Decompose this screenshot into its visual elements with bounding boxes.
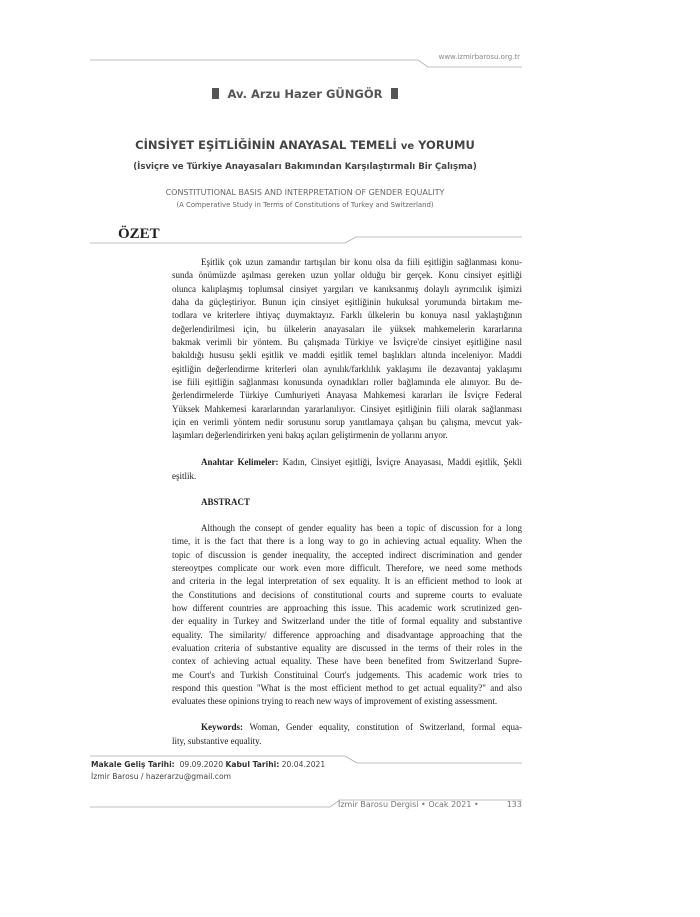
received-label: Makale Geliş Tarihi: xyxy=(91,760,175,769)
ozet-heading: ÖZET xyxy=(118,226,160,242)
paragraph-line: how different countries are approaching this issue. This academic work scrutinized gen- xyxy=(172,603,522,614)
author-text: Av. Arzu Hazer GÜNGÖR xyxy=(227,87,383,101)
paragraph-line: laşımları değerlendirirken yeni bakış açıları geliştirmenin de yollarını arıyor. xyxy=(172,430,448,441)
author-name xyxy=(0,87,610,101)
paragraph-line: olunca kalıplaşmış toplumsal cinsiyet yargıları ve kanıksanmış dolaylı ayrımcılık işimizi xyxy=(172,283,522,294)
accepted-date: 20.04.2021 xyxy=(281,760,326,769)
author-right-block xyxy=(391,88,398,99)
title-main: CİNSİYET EŞİTLİĞİNİN ANAYASAL TEMELİ xyxy=(135,138,397,152)
abstract-heading: ABSTRACT xyxy=(201,497,251,507)
keywords-text-cont: lity, substantive equality. xyxy=(172,735,262,746)
journal-name: İzmir Barosu Dergisi • Ocak 2021 • xyxy=(338,800,479,809)
paragraph-line: eşitliğin değerlendirme kriterleri olan aynılık/farklılık yaklaşımı ile dezavantaj yaklaşımı xyxy=(172,363,522,374)
keywords-text: Kadın, Cinsiyet eşitliği, İsviçre Anayasası, Maddi eşitlik, Şekli xyxy=(282,457,522,467)
paragraph-line: evaluation criteria of substantive equality are discussed in the terms of their roles in the xyxy=(172,643,522,654)
paragraph-line: Yüksek Mahkemesi kararlarından yararlanılıyor. Cinsiyet eşitliğinin fiili olarak sağlanması xyxy=(172,403,522,414)
author-left-block xyxy=(212,88,219,99)
paragraph-line: bakıldığı hususu şekli eşitlik ve maddi eşitlik temel başlıkları altında inceleniyor. Maddi xyxy=(172,350,522,361)
paragraph-line: respond this question "What is the most efficient method to get actual equality?" and also xyxy=(172,683,522,694)
title-ve: ve xyxy=(400,141,415,152)
journal-url: www.izmirbarosu.org.tr xyxy=(438,53,520,61)
page-number: 133 xyxy=(506,800,522,809)
article-title xyxy=(0,138,610,152)
accepted-label: Kabul Tarihi: xyxy=(225,760,280,769)
page-footer xyxy=(338,800,522,809)
keywords-text-cont: eşitlik. xyxy=(172,470,197,481)
paragraph-line: the Constitutions and decisions of constitutional courts and supreme courts to evaluate xyxy=(172,589,522,600)
paragraph-line: değerlendirilmesi için, bu ülkelerin anayasaları ile yüksek mahkemelerin kararlarına xyxy=(172,323,522,334)
article-meta xyxy=(91,759,325,783)
title-end: YORUMU xyxy=(418,138,475,152)
paragraph-line: ise fiili eşitliğin sağlanması konusunda oynadıkları roller bağlamında ele alınıyor. Bu de- xyxy=(172,377,522,388)
paragraph-line: contex of achieving actual equality. These have been benefited from Switzerland Supre- xyxy=(172,656,522,667)
paragraph-line: ğerlendirmelerde Türkiye Cumhuriyeti Anayasa Mahkemesi kararları ile İsviçre Federal xyxy=(172,390,522,401)
article-subtitle: (İsviçre ve Türkiye Anayasaları Bakımından Karşılaştırmalı Bir Çalışma) xyxy=(133,162,477,172)
author-affiliation: İzmir Barosu / hazerarzu@gmail.com xyxy=(91,772,232,781)
keywords-text: Woman, Gender equality, constitution of Switzerland, formal equa- xyxy=(249,722,522,732)
ozet-keywords xyxy=(172,456,522,483)
paragraph-line: evaluates these opinions trying to reach new ways of improvement of existing assessment. xyxy=(172,696,498,707)
paragraph-line: bakmak verimli bir yöntem. Bu çalışmada Türkiye ve İsviçre'de cinsiyet eşitliğine nasıl xyxy=(172,337,522,348)
abstract-keywords xyxy=(172,721,522,748)
paragraph-line: der equality in Turkey and Switzerland under the title of formal equality and substantive xyxy=(172,616,522,627)
abstract-paragraph xyxy=(172,522,522,709)
paragraph-line: Eşitlik çok uzun zamandır tartışılan bir konu olsa da fiili eşitliğin sağlanması konu- xyxy=(201,257,522,267)
ozet-paragraph xyxy=(172,256,522,443)
paragraph-line: time, it is the fact that there is a long way to go in achieving actual equality. When the xyxy=(172,536,522,547)
english-title: CONSTITUTIONAL BASIS AND INTERPRETATION OF GENDER EQUALITY xyxy=(165,188,445,197)
paragraph-line: stereoytpes complicate our work even more difficult. Therefore, we need some methods xyxy=(172,563,522,574)
keywords-label: Anahtar Kelimeler: xyxy=(201,457,279,467)
received-date: 09.09.2020 xyxy=(179,760,224,769)
english-subtitle: (A Comperative Study in Terms of Constitutions of Turkey and Switzerland) xyxy=(176,201,434,209)
paragraph-line: me Court's and Turkish Constituinal Court's judgements. This academic work tries to xyxy=(172,669,522,680)
paragraph-line: topic of discussion is gender inequality, the accepted indirect discrimination and gender xyxy=(172,549,522,560)
paragraph-line: Although the consept of gender equality has been a topic of discussion for a long xyxy=(201,523,522,533)
keywords-label: Keywords: xyxy=(201,722,243,732)
paragraph-line: sunda önümüzde aşılması gereken uzun yollar olduğu bir gerçek. Konu cinsiyet eşitliği xyxy=(172,270,522,281)
header-rule xyxy=(90,60,522,67)
paragraph-line: equality. The similarity/ difference approaching and disadvantage approaching that the xyxy=(172,629,522,640)
paragraph-line: todlara ve kriterlere ihtiyaç duymaktayız. Farklı ülkelerin bu konuya nasıl yaklaştığının xyxy=(172,310,522,321)
paragraph-line: daha da güçleştiriyor. Bunun için cinsiyet eşitliğinin hukuksal yorumunda birtakım me- xyxy=(172,297,522,308)
paragraph-line: and criteria in the legal interpretation of sex equality. It is an efficient method to look at xyxy=(172,576,522,587)
paragraph-line: için en verimli yöntem nedir sorusunu sorup yanıtlamaya çalışan bu çalışma, mevcut yak- xyxy=(172,417,522,428)
